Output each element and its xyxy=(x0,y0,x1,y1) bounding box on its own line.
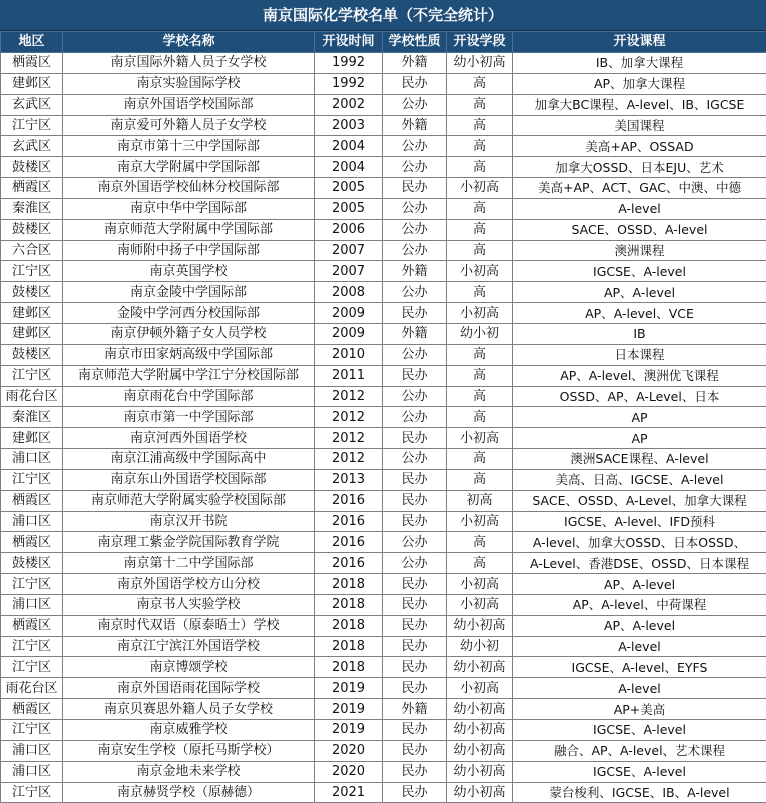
cell-courses: AP、A-level xyxy=(513,574,766,595)
cell-district: 江宁区 xyxy=(1,469,63,490)
table-row xyxy=(1,136,766,157)
cell-courses: IB、加拿大课程 xyxy=(513,53,766,74)
cell-school-name: 南京外国语学校方山分校 xyxy=(63,574,315,595)
cell-school-name: 南京东山外国语学校国际部 xyxy=(63,469,315,490)
cell-district: 秦淮区 xyxy=(1,407,63,428)
cell-courses: IGCSE、A-level xyxy=(513,761,766,782)
cell-school-type: 民办 xyxy=(383,761,447,782)
cell-district: 江宁区 xyxy=(1,261,63,282)
cell-founded-year: 2004 xyxy=(315,157,383,178)
cell-founded-year: 2019 xyxy=(315,699,383,720)
cell-courses: 美高+AP、OSSAD xyxy=(513,136,766,157)
table-row xyxy=(1,469,766,490)
cell-school-type: 民办 xyxy=(383,178,447,199)
cell-school-type: 民办 xyxy=(383,469,447,490)
cell-school-stages: 高 xyxy=(447,94,513,115)
cell-school-type: 民办 xyxy=(383,615,447,636)
table-row xyxy=(1,657,766,678)
cell-courses: AP、A-level xyxy=(513,282,766,303)
cell-school-stages: 高 xyxy=(447,532,513,553)
cell-school-type: 公办 xyxy=(383,240,447,261)
cell-school-name: 南京江浦高级中学国际高中 xyxy=(63,449,315,470)
cell-courses: AP、A-level、澳洲优飞课程 xyxy=(513,365,766,386)
cell-school-type: 民办 xyxy=(383,678,447,699)
cell-school-stages: 幼小初高 xyxy=(447,699,513,720)
cell-school-type: 公办 xyxy=(383,282,447,303)
cell-district: 建邺区 xyxy=(1,73,63,94)
cell-school-stages: 初高 xyxy=(447,490,513,511)
cell-school-stages: 小初高 xyxy=(447,574,513,595)
cell-district: 鼓楼区 xyxy=(1,282,63,303)
cell-school-name: 南师附中扬子中学国际部 xyxy=(63,240,315,261)
cell-school-name: 南京金地未来学校 xyxy=(63,761,315,782)
cell-school-name: 南京师范大学附属中学国际部 xyxy=(63,219,315,240)
cell-school-name: 南京市第一中学国际部 xyxy=(63,407,315,428)
cell-school-stages: 高 xyxy=(447,136,513,157)
cell-school-name: 南京威雅学校 xyxy=(63,720,315,741)
cell-school-type: 公办 xyxy=(383,407,447,428)
cell-school-name: 南京理工紫金学院国际教育学院 xyxy=(63,532,315,553)
cell-courses: A-level、加拿大OSSD、日本OSSD、 xyxy=(513,532,766,553)
cell-school-type: 民办 xyxy=(383,73,447,94)
cell-founded-year: 2019 xyxy=(315,678,383,699)
cell-courses: AP xyxy=(513,407,766,428)
cell-school-type: 外籍 xyxy=(383,323,447,344)
table-row xyxy=(1,115,766,136)
cell-district: 江宁区 xyxy=(1,657,63,678)
table-row xyxy=(1,511,766,532)
cell-district: 栖霞区 xyxy=(1,532,63,553)
cell-school-name: 南京雨花台中学国际部 xyxy=(63,386,315,407)
header-district: 地区 xyxy=(1,32,63,53)
cell-courses: 加拿大OSSD、日本EJU、艺术 xyxy=(513,157,766,178)
cell-school-stages: 高 xyxy=(447,386,513,407)
cell-school-type: 民办 xyxy=(383,574,447,595)
cell-school-type: 民办 xyxy=(383,636,447,657)
cell-school-stages: 高 xyxy=(447,115,513,136)
cell-school-name: 南京安生学校（原托马斯学校） xyxy=(63,740,315,761)
cell-school-type: 公办 xyxy=(383,219,447,240)
cell-school-type: 公办 xyxy=(383,198,447,219)
cell-school-name: 南京外国语学校仙林分校国际部 xyxy=(63,178,315,199)
cell-school-name: 金陵中学河西分校国际部 xyxy=(63,303,315,324)
cell-founded-year: 2007 xyxy=(315,240,383,261)
cell-school-stages: 高 xyxy=(447,282,513,303)
table-row xyxy=(1,219,766,240)
cell-courses: 澳洲课程 xyxy=(513,240,766,261)
header-school-stages: 开设学段 xyxy=(447,32,513,53)
cell-courses: IB xyxy=(513,323,766,344)
cell-school-name: 南京师范大学附属实验学校国际部 xyxy=(63,490,315,511)
cell-district: 建邺区 xyxy=(1,323,63,344)
table-row xyxy=(1,344,766,365)
cell-founded-year: 2006 xyxy=(315,219,383,240)
cell-district: 江宁区 xyxy=(1,574,63,595)
cell-founded-year: 2018 xyxy=(315,657,383,678)
table-row xyxy=(1,240,766,261)
cell-school-name: 南京中华中学国际部 xyxy=(63,198,315,219)
table-row xyxy=(1,699,766,720)
cell-school-name: 南京河西外国语学校 xyxy=(63,428,315,449)
cell-district: 浦口区 xyxy=(1,740,63,761)
school-table xyxy=(0,31,766,803)
cell-courses: A-level xyxy=(513,636,766,657)
cell-school-stages: 小初高 xyxy=(447,178,513,199)
cell-district: 浦口区 xyxy=(1,594,63,615)
cell-district: 栖霞区 xyxy=(1,615,63,636)
cell-courses: AP、A-level、中荷课程 xyxy=(513,594,766,615)
cell-courses: SACE、OSSD、A-Level、加拿大课程 xyxy=(513,490,766,511)
cell-school-name: 南京大学附属中学国际部 xyxy=(63,157,315,178)
cell-courses: IGCSE、A-level、EYFS xyxy=(513,657,766,678)
cell-school-stages: 高 xyxy=(447,553,513,574)
cell-district: 建邺区 xyxy=(1,303,63,324)
cell-courses: SACE、OSSD、A-level xyxy=(513,219,766,240)
cell-school-type: 公办 xyxy=(383,553,447,574)
cell-school-stages: 幼小初高 xyxy=(447,615,513,636)
cell-courses: 蒙台梭利、IGCSE、IB、A-level xyxy=(513,782,766,803)
cell-founded-year: 2003 xyxy=(315,115,383,136)
cell-courses: 美高、日高、IGCSE、A-level xyxy=(513,469,766,490)
cell-courses: AP+美高 xyxy=(513,699,766,720)
table-body xyxy=(1,53,766,803)
cell-founded-year: 2021 xyxy=(315,782,383,803)
table-row xyxy=(1,720,766,741)
table-row xyxy=(1,94,766,115)
cell-courses: 美高+AP、ACT、GAC、中澳、中德 xyxy=(513,178,766,199)
cell-founded-year: 2008 xyxy=(315,282,383,303)
cell-founded-year: 2020 xyxy=(315,761,383,782)
cell-school-type: 民办 xyxy=(383,428,447,449)
cell-courses: A-level xyxy=(513,198,766,219)
cell-district: 浦口区 xyxy=(1,449,63,470)
cell-school-name: 南京赫贤学校（原赫德） xyxy=(63,782,315,803)
cell-school-stages: 高 xyxy=(447,449,513,470)
cell-school-type: 外籍 xyxy=(383,699,447,720)
cell-school-type: 民办 xyxy=(383,740,447,761)
cell-founded-year: 2009 xyxy=(315,303,383,324)
cell-district: 浦口区 xyxy=(1,511,63,532)
table-row xyxy=(1,636,766,657)
cell-school-name: 南京金陵中学国际部 xyxy=(63,282,315,303)
cell-school-name: 南京第十二中学国际部 xyxy=(63,553,315,574)
cell-founded-year: 2016 xyxy=(315,511,383,532)
cell-founded-year: 2007 xyxy=(315,261,383,282)
cell-school-type: 民办 xyxy=(383,511,447,532)
cell-district: 浦口区 xyxy=(1,761,63,782)
table-row xyxy=(1,553,766,574)
cell-courses: OSSD、AP、A-Level、日本 xyxy=(513,386,766,407)
cell-district: 栖霞区 xyxy=(1,490,63,511)
cell-school-type: 民办 xyxy=(383,594,447,615)
cell-school-name: 南京博颂学校 xyxy=(63,657,315,678)
cell-founded-year: 2012 xyxy=(315,449,383,470)
cell-district: 江宁区 xyxy=(1,636,63,657)
cell-school-stages: 高 xyxy=(447,240,513,261)
cell-district: 栖霞区 xyxy=(1,699,63,720)
cell-founded-year: 2012 xyxy=(315,407,383,428)
cell-courses: IGCSE、A-level xyxy=(513,261,766,282)
cell-courses: 日本课程 xyxy=(513,344,766,365)
sheet-title: 南京国际化学校名单（不完全统计） xyxy=(0,0,766,31)
cell-district: 鼓楼区 xyxy=(1,553,63,574)
table-row xyxy=(1,178,766,199)
table-row xyxy=(1,303,766,324)
cell-district: 鼓楼区 xyxy=(1,157,63,178)
table-row xyxy=(1,261,766,282)
table-row xyxy=(1,740,766,761)
cell-founded-year: 2012 xyxy=(315,428,383,449)
cell-school-type: 民办 xyxy=(383,657,447,678)
cell-school-type: 民办 xyxy=(383,720,447,741)
cell-founded-year: 1992 xyxy=(315,73,383,94)
cell-founded-year: 2010 xyxy=(315,344,383,365)
cell-school-type: 外籍 xyxy=(383,261,447,282)
cell-school-name: 南京江宁滨江外国语学校 xyxy=(63,636,315,657)
cell-courses: 融合、AP、A-level、艺术课程 xyxy=(513,740,766,761)
cell-founded-year: 2005 xyxy=(315,178,383,199)
table-row xyxy=(1,407,766,428)
cell-district: 鼓楼区 xyxy=(1,344,63,365)
cell-courses: 美国课程 xyxy=(513,115,766,136)
cell-founded-year: 2019 xyxy=(315,720,383,741)
cell-school-stages: 高 xyxy=(447,157,513,178)
cell-school-stages: 幼小初 xyxy=(447,636,513,657)
cell-school-stages: 高 xyxy=(447,198,513,219)
cell-founded-year: 2009 xyxy=(315,323,383,344)
cell-school-name: 南京书人实验学校 xyxy=(63,594,315,615)
table-row xyxy=(1,574,766,595)
cell-school-name: 南京贝赛思外籍人员子女学校 xyxy=(63,699,315,720)
table-row xyxy=(1,323,766,344)
cell-school-type: 公办 xyxy=(383,532,447,553)
table-row xyxy=(1,532,766,553)
cell-school-type: 公办 xyxy=(383,94,447,115)
cell-school-name: 南京爱可外籍人员子女学校 xyxy=(63,115,315,136)
cell-school-name: 南京市第十三中学国际部 xyxy=(63,136,315,157)
cell-courses: A-Level、香港DSE、OSSD、日本课程 xyxy=(513,553,766,574)
cell-district: 秦淮区 xyxy=(1,198,63,219)
cell-courses: IGCSE、A-level xyxy=(513,720,766,741)
cell-founded-year: 2016 xyxy=(315,553,383,574)
cell-school-stages: 小初高 xyxy=(447,594,513,615)
table-row xyxy=(1,449,766,470)
cell-founded-year: 2018 xyxy=(315,574,383,595)
cell-school-name: 南京市田家炳高级中学国际部 xyxy=(63,344,315,365)
cell-founded-year: 2018 xyxy=(315,594,383,615)
cell-courses: AP、A-level xyxy=(513,615,766,636)
header-founded-year: 开设时间 xyxy=(315,32,383,53)
cell-founded-year: 2018 xyxy=(315,615,383,636)
cell-school-name: 南京时代双语（原泰晤士）学校 xyxy=(63,615,315,636)
table-row xyxy=(1,73,766,94)
table-row xyxy=(1,428,766,449)
cell-school-stages: 幼小初高 xyxy=(447,761,513,782)
cell-founded-year: 1992 xyxy=(315,53,383,74)
cell-courses: A-level xyxy=(513,678,766,699)
cell-school-type: 公办 xyxy=(383,157,447,178)
cell-founded-year: 2016 xyxy=(315,490,383,511)
cell-school-stages: 幼小初高 xyxy=(447,53,513,74)
cell-courses: AP xyxy=(513,428,766,449)
cell-school-type: 民办 xyxy=(383,782,447,803)
cell-founded-year: 2013 xyxy=(315,469,383,490)
cell-founded-year: 2002 xyxy=(315,94,383,115)
cell-district: 六合区 xyxy=(1,240,63,261)
header-row xyxy=(1,32,766,53)
cell-school-stages: 高 xyxy=(447,469,513,490)
header-courses: 开设课程 xyxy=(513,32,766,53)
table-row xyxy=(1,594,766,615)
cell-founded-year: 2011 xyxy=(315,365,383,386)
cell-district: 江宁区 xyxy=(1,782,63,803)
cell-school-type: 公办 xyxy=(383,344,447,365)
cell-school-stages: 高 xyxy=(447,365,513,386)
cell-school-stages: 幼小初高 xyxy=(447,740,513,761)
cell-school-type: 公办 xyxy=(383,136,447,157)
cell-school-name: 南京实验国际学校 xyxy=(63,73,315,94)
cell-school-name: 南京汉开书院 xyxy=(63,511,315,532)
cell-school-stages: 小初高 xyxy=(447,428,513,449)
cell-founded-year: 2005 xyxy=(315,198,383,219)
cell-school-name: 南京外国语雨花国际学校 xyxy=(63,678,315,699)
cell-district: 江宁区 xyxy=(1,115,63,136)
cell-school-type: 公办 xyxy=(383,449,447,470)
cell-district: 建邺区 xyxy=(1,428,63,449)
table-row xyxy=(1,615,766,636)
cell-courses: AP、加拿大课程 xyxy=(513,73,766,94)
table-row xyxy=(1,386,766,407)
cell-school-type: 公办 xyxy=(383,386,447,407)
cell-school-stages: 高 xyxy=(447,219,513,240)
cell-school-stages: 小初高 xyxy=(447,678,513,699)
cell-district: 雨花台区 xyxy=(1,678,63,699)
cell-courses: IGCSE、A-level、IFD预科 xyxy=(513,511,766,532)
cell-founded-year: 2020 xyxy=(315,740,383,761)
cell-courses: AP、A-level、VCE xyxy=(513,303,766,324)
cell-school-stages: 小初高 xyxy=(447,303,513,324)
cell-school-name: 南京伊顿外籍子女人员学校 xyxy=(63,323,315,344)
cell-school-name: 南京国际外籍人员子女学校 xyxy=(63,53,315,74)
cell-district: 玄武区 xyxy=(1,94,63,115)
table-row xyxy=(1,490,766,511)
cell-school-type: 外籍 xyxy=(383,53,447,74)
header-school-name: 学校名称 xyxy=(63,32,315,53)
header-school-type: 学校性质 xyxy=(383,32,447,53)
cell-school-stages: 高 xyxy=(447,407,513,428)
cell-district: 栖霞区 xyxy=(1,53,63,74)
cell-school-name: 南京师范大学附属中学江宁分校国际部 xyxy=(63,365,315,386)
cell-school-name: 南京外国语学校国际部 xyxy=(63,94,315,115)
table-row xyxy=(1,198,766,219)
cell-school-stages: 高 xyxy=(447,344,513,365)
cell-founded-year: 2012 xyxy=(315,386,383,407)
cell-school-name: 南京英国学校 xyxy=(63,261,315,282)
table-row xyxy=(1,761,766,782)
cell-school-stages: 小初高 xyxy=(447,261,513,282)
cell-district: 雨花台区 xyxy=(1,386,63,407)
cell-school-stages: 幼小初高 xyxy=(447,782,513,803)
cell-district: 江宁区 xyxy=(1,365,63,386)
table-row xyxy=(1,53,766,74)
cell-school-type: 民办 xyxy=(383,303,447,324)
table-row xyxy=(1,157,766,178)
cell-school-type: 外籍 xyxy=(383,115,447,136)
cell-district: 栖霞区 xyxy=(1,178,63,199)
cell-school-type: 民办 xyxy=(383,365,447,386)
cell-courses: 澳洲SACE课程、A-level xyxy=(513,449,766,470)
cell-school-stages: 幼小初高 xyxy=(447,657,513,678)
table-row xyxy=(1,282,766,303)
cell-founded-year: 2018 xyxy=(315,636,383,657)
cell-school-stages: 高 xyxy=(447,73,513,94)
cell-school-stages: 幼小初 xyxy=(447,323,513,344)
table-row xyxy=(1,365,766,386)
cell-founded-year: 2016 xyxy=(315,532,383,553)
cell-school-type: 民办 xyxy=(383,490,447,511)
cell-founded-year: 2004 xyxy=(315,136,383,157)
cell-district: 鼓楼区 xyxy=(1,219,63,240)
cell-district: 江宁区 xyxy=(1,720,63,741)
cell-district: 玄武区 xyxy=(1,136,63,157)
cell-school-stages: 小初高 xyxy=(447,511,513,532)
table-row xyxy=(1,678,766,699)
cell-school-stages: 幼小初高 xyxy=(447,720,513,741)
cell-courses: 加拿大BC课程、A-level、IB、IGCSE xyxy=(513,94,766,115)
